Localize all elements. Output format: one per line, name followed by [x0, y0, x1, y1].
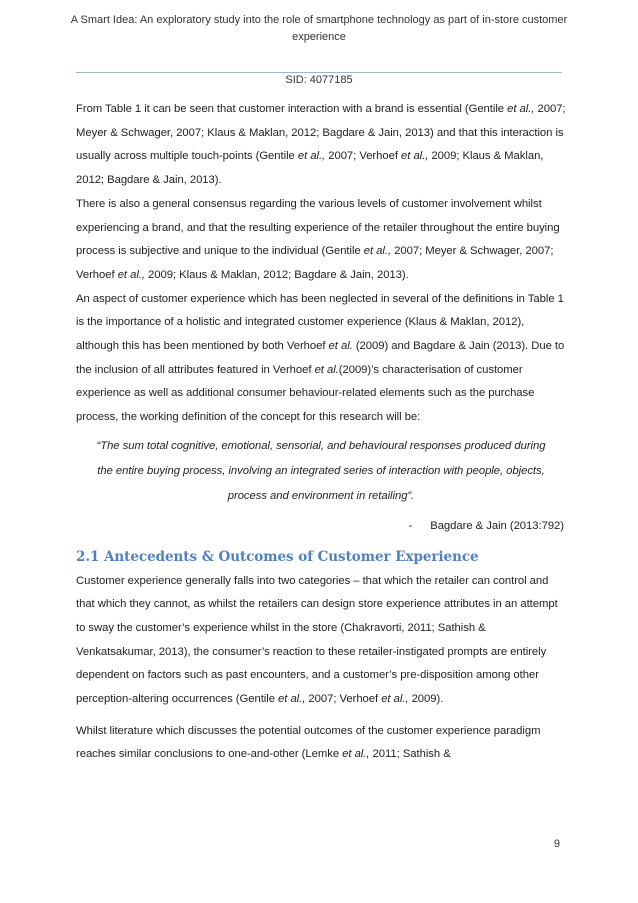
italic-text-run: et al.	[328, 340, 353, 353]
header-divider	[76, 72, 562, 73]
page-number: 9	[553, 838, 560, 850]
quote-line: process and environment in retailing”.	[227, 489, 415, 502]
definition-quote	[76, 434, 566, 509]
italic-text-run: et al.,	[297, 150, 326, 163]
paragraph-4	[76, 570, 566, 712]
italic-text-run: et al.,	[363, 245, 392, 258]
paragraph-1	[76, 98, 566, 193]
citation-text: Bagdare & Jain (2013:792)	[430, 519, 564, 532]
paragraph-2	[76, 193, 566, 288]
citation-dash: -	[408, 519, 413, 532]
italic-text-run: et al.,	[507, 103, 535, 115]
text-run: 2007; Verhoef	[305, 693, 382, 706]
italic-text-run: et al.,	[117, 268, 145, 281]
italic-text-run: et al.,	[342, 748, 370, 761]
text-run: An aspect of customer experience which has been neglected in several of the definitions in Table 1 is the importance of a holistic and integrated customer experience (Klaus & Maklan, 2012), although this has been mentioned by both Verhoef	[76, 292, 564, 353]
italic-text-run: et al.,	[278, 693, 306, 706]
header-title: A Smart Idea: An exploratory study into the role of smartphone technology as part of in-store customer experience	[70, 14, 568, 43]
student-id: SID: 4077185	[285, 74, 353, 86]
italic-text-run: et al.	[314, 363, 339, 376]
text-run: 2007; Meyer & Schwager, 2007; Verhoef	[76, 245, 554, 281]
quote-line: “The sum total cognitive, emotional, sensorial, and behavioural responses produced during	[96, 439, 546, 452]
paragraph-5	[76, 720, 566, 767]
text-run: 2009; Klaus & Maklan, 2012; Bagdare & Jain, 2013).	[144, 268, 409, 281]
text-run: From Table 1 it can be seen that customer interaction with a brand is essential (Gentile	[76, 103, 508, 115]
text-run: 2007; Verhoef	[325, 150, 402, 163]
text-run: There is also a general consensus regarding the various levels of customer involvement whilst experiencing a brand, and that the resulting experience of the retailer throughout the entire buying process is subjective and unique to the individual (Gentile	[76, 197, 560, 258]
text-run: (2009) and Bagdare & Jain (2013). Due to the inclusion of all attributes featured in Verhoef	[76, 340, 565, 376]
running-header	[70, 12, 568, 46]
text-run: 2009; Klaus & Maklan, 2012; Bagdare & Jain, 2013).	[76, 150, 544, 187]
text-run: (2009)’s characterisation of customer experience as well as additional consumer behaviour-related elements such as the purchase process, the working definition of the concept for this research will be:	[76, 363, 535, 424]
paragraph-3	[76, 288, 566, 430]
text-run: 2011; Sathish &	[369, 748, 451, 761]
text-run: Customer experience generally falls into two categories – that which the retailer can control and that which they cannot, as whilst the retailers can design store experience attributes in an attempt to sway the customer’s experience whilst in the store (Chakravorti, 2011; Sathish & Venkatsakumar, 2013), the consumer’s reaction to these retailer-instigated prompts are entirely dependent on factors such as past encounters, and a customer’s pre-disposition among other perception-altering occurrences (Gentile	[76, 574, 558, 706]
text-run: Whilst literature which discusses the potential outcomes of the customer experience paradigm reaches similar conclusions to one-and-other (Lemke	[76, 724, 541, 761]
quote-line: the entire buying process, involving an integrated series of interaction with people, objects,	[97, 464, 545, 477]
italic-text-run: et al.,	[401, 150, 429, 163]
quote-citation	[76, 515, 566, 539]
text-run: 2007; Meyer & Schwager, 2007; Klaus & Maklan, 2012; Bagdare & Jain, 2013) and that this interaction is usually across multiple touch-points (Gentile	[76, 103, 566, 163]
text-run: 2009).	[408, 693, 444, 706]
document-body	[76, 98, 566, 767]
section-heading: 2.1 Antecedents & Outcomes of Customer Experience	[76, 548, 479, 565]
italic-text-run: et al.,	[381, 693, 409, 706]
